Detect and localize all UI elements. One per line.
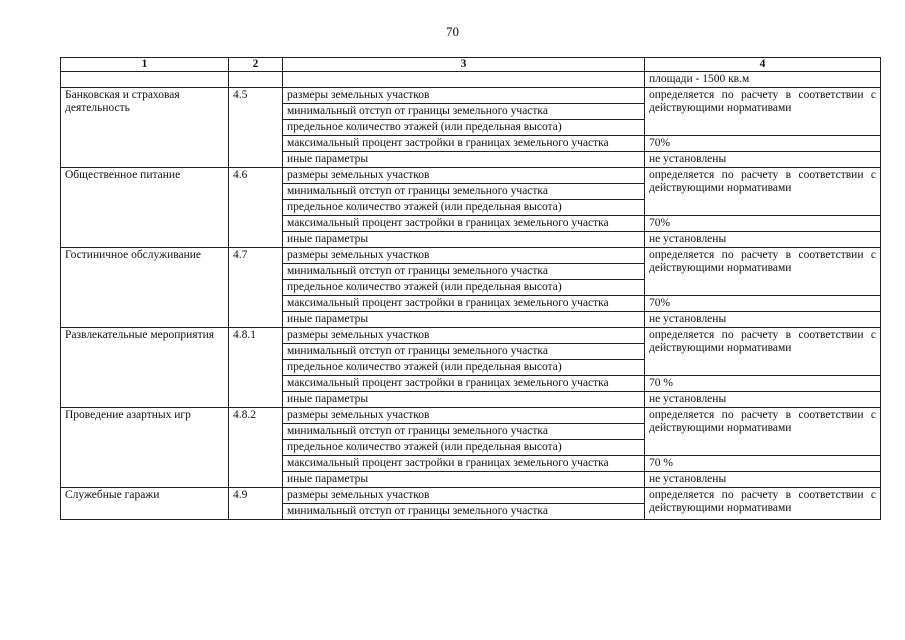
parameter-name: минимальный отступ от границы земельного участка: [283, 264, 645, 280]
value-other: не установлены: [645, 392, 881, 408]
parameter-name: минимальный отступ от границы земельного участка: [283, 184, 645, 200]
header-col-2: 2: [229, 58, 283, 72]
table-row: [61, 88, 881, 104]
table-row: [61, 248, 881, 264]
parameter-name: максимальный процент застройки в границах земельного участка: [283, 216, 645, 232]
value-calc: определяется по расчету в соответствии с действующими нормативами: [645, 328, 881, 376]
value-percent: 70 %: [645, 376, 881, 392]
parameter-name: максимальный процент застройки в границах земельного участка: [283, 296, 645, 312]
parameter-name: размеры земельных участков: [283, 168, 645, 184]
use-type-name: Проведение азартных игр: [61, 408, 229, 488]
parameter-name: предельное количество этажей (или предельная высота): [283, 200, 645, 216]
use-type-name: Служебные гаражи: [61, 488, 229, 520]
parameter-name: минимальный отступ от границы земельного участка: [283, 104, 645, 120]
use-type-name: Банковская и страховая деятельность: [61, 88, 229, 168]
value-percent: 70%: [645, 216, 881, 232]
regulations-table: [60, 57, 881, 520]
parameter-name: размеры земельных участков: [283, 408, 645, 424]
use-type-code: 4.6: [229, 168, 283, 248]
header-col-3: 3: [283, 58, 645, 72]
parameter-name: минимальный отступ от границы земельного участка: [283, 424, 645, 440]
parameter-name: максимальный процент застройки в границах земельного участка: [283, 376, 645, 392]
parameter-name: предельное количество этажей (или предельная высота): [283, 440, 645, 456]
use-type-name: Развлекательные мероприятия: [61, 328, 229, 408]
header-row: [61, 58, 881, 72]
table-row: [61, 72, 881, 88]
value-other: не установлены: [645, 152, 881, 168]
value-calc: определяется по расчету в соответствии с действующими нормативами: [645, 408, 881, 456]
use-type-code: 4.8.2: [229, 408, 283, 488]
first-row-col1: [61, 72, 229, 88]
value-other: не установлены: [645, 232, 881, 248]
value-percent: 70%: [645, 296, 881, 312]
parameter-name: размеры земельных участков: [283, 88, 645, 104]
use-type-name: Гостиничное обслуживание: [61, 248, 229, 328]
parameter-name: минимальный отступ от границы земельного участка: [283, 344, 645, 360]
parameter-name: иные параметры: [283, 472, 645, 488]
parameter-name: предельное количество этажей (или предельная высота): [283, 120, 645, 136]
first-row-col2: [229, 72, 283, 88]
use-type-code: 4.5: [229, 88, 283, 168]
table-row: [61, 488, 881, 504]
header-col-4: 4: [645, 58, 881, 72]
value-percent: 70%: [645, 136, 881, 152]
value-percent: 70 %: [645, 456, 881, 472]
value-other: не установлены: [645, 472, 881, 488]
parameter-name: иные параметры: [283, 232, 645, 248]
value-calc: определяется по расчету в соответствии с действующими нормативами: [645, 488, 881, 520]
first-row-col3: [283, 72, 645, 88]
header-col-1: 1: [61, 58, 229, 72]
parameter-name: иные параметры: [283, 152, 645, 168]
use-type-name: Общественное питание: [61, 168, 229, 248]
value-calc: определяется по расчету в соответствии с действующими нормативами: [645, 88, 881, 136]
parameter-name: иные параметры: [283, 312, 645, 328]
parameter-name: максимальный процент застройки в границах земельного участка: [283, 136, 645, 152]
value-calc: определяется по расчету в соответствии с действующими нормативами: [645, 168, 881, 216]
parameter-name: максимальный процент застройки в границах земельного участка: [283, 456, 645, 472]
page-number: 70: [446, 24, 459, 39]
parameter-name: иные параметры: [283, 392, 645, 408]
value-other: не установлены: [645, 312, 881, 328]
use-type-code: 4.7: [229, 248, 283, 328]
parameter-name: размеры земельных участков: [283, 488, 645, 504]
use-type-code: 4.8.1: [229, 328, 283, 408]
parameter-name: минимальный отступ от границы земельного участка: [283, 504, 645, 520]
first-row-value: площади - 1500 кв.м: [645, 72, 881, 88]
parameter-name: размеры земельных участков: [283, 248, 645, 264]
value-calc: определяется по расчету в соответствии с действующими нормативами: [645, 248, 881, 296]
parameter-name: предельное количество этажей (или предельная высота): [283, 360, 645, 376]
use-type-code: 4.9: [229, 488, 283, 520]
parameter-name: размеры земельных участков: [283, 328, 645, 344]
table-row: [61, 408, 881, 424]
table-row: [61, 168, 881, 184]
parameter-name: предельное количество этажей (или предельная высота): [283, 280, 645, 296]
table-row: [61, 328, 881, 344]
